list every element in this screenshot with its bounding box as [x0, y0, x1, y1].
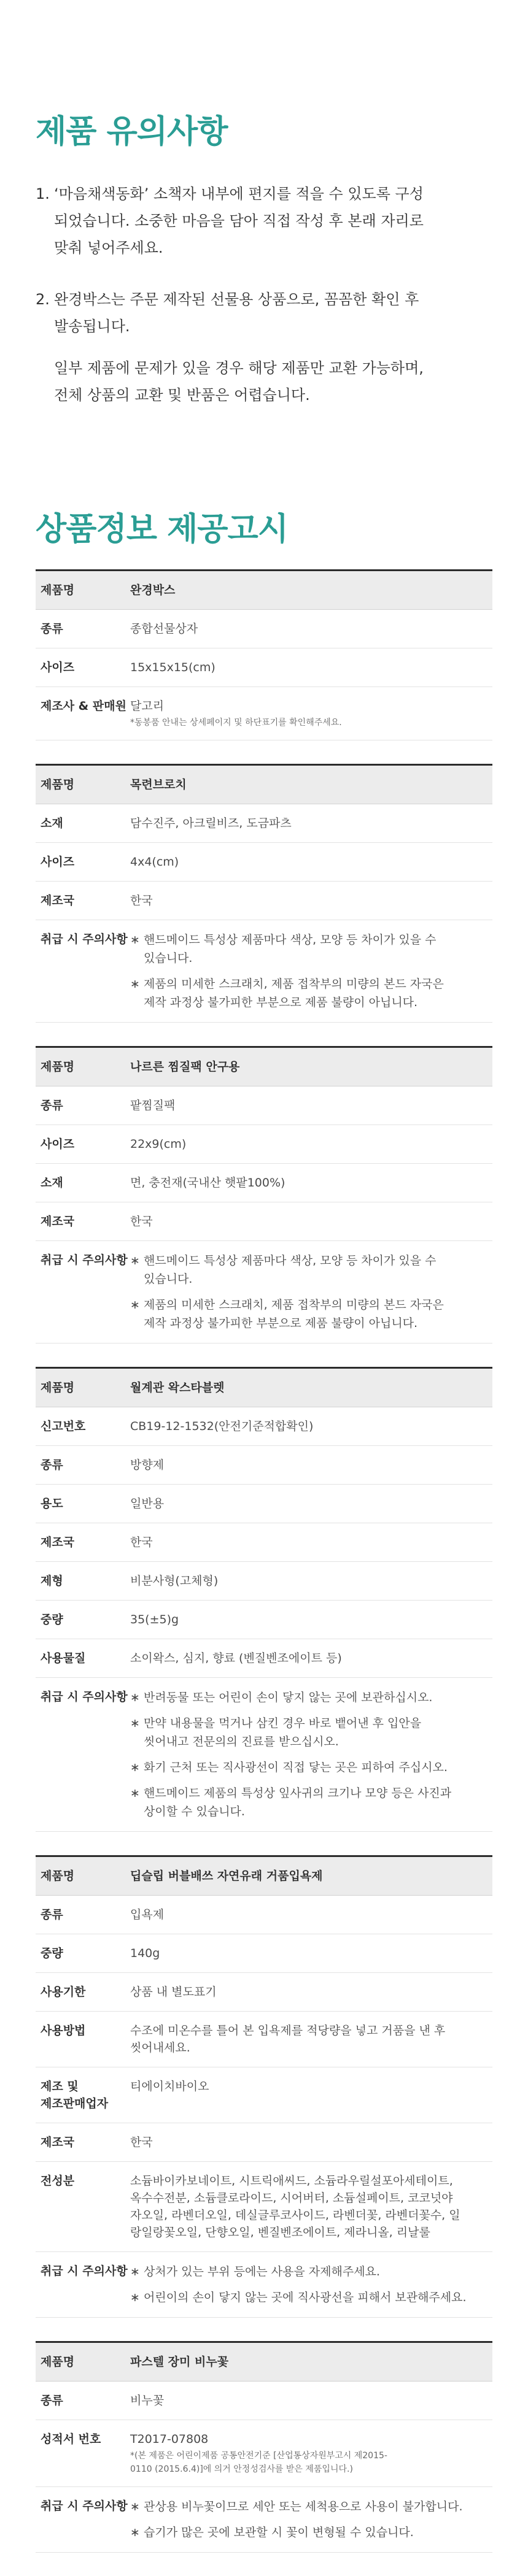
row-label: 소재 — [41, 1176, 63, 1190]
row-value — [130, 843, 492, 882]
caution-line: 상이할 수 있습니다. — [144, 1805, 245, 1818]
bullet-mark: ∗ — [130, 2291, 140, 2304]
value-line: 수조에 미온수를 틀어 본 입욕제를 적당량을 넣고 거품을 낸 후 — [130, 2024, 446, 2037]
row-value — [130, 882, 492, 920]
caution-line: 있습니다. — [144, 1272, 193, 1286]
caution-line: 씻어내고 전문의의 진료를 받으십시오. — [144, 1735, 339, 1748]
product-name-row — [36, 571, 492, 610]
product-table — [36, 1046, 492, 1344]
row-value — [130, 1241, 492, 1344]
caution-line: 습기가 많은 곳에 보관할 시 꽃이 변형될 수 있습니다. — [144, 2526, 414, 2539]
caution-text — [144, 2497, 462, 2516]
row-label: 취급 시 주의사항 — [41, 2499, 128, 2513]
row-value — [130, 1523, 492, 1562]
table-row — [36, 1562, 492, 1601]
caution-item — [130, 931, 489, 967]
table-row — [36, 648, 492, 687]
caution-line: 제작 과정상 불가피한 부분으로 제품 불량이 아닙니다. — [144, 996, 418, 1009]
row-value — [130, 1562, 492, 1601]
table-row — [36, 2487, 492, 2553]
table-row — [36, 2420, 492, 2487]
row-value — [130, 1164, 492, 1202]
table-row — [36, 1639, 492, 1678]
row-value — [130, 2487, 492, 2553]
row-label: 제품명 — [41, 778, 75, 791]
row-label: 제품명 — [41, 1381, 75, 1394]
notice-line: 맞춰 넣어주세요. — [54, 239, 163, 256]
row-value — [130, 765, 492, 804]
row-value — [130, 1368, 492, 1407]
notice-subtext — [54, 355, 502, 409]
caution-item — [130, 1784, 489, 1821]
note-line: 0110 (2015.6.4)]에 의거 안정성검사를 받은 제품입니다.) — [130, 2464, 353, 2474]
caution-line: 있습니다. — [144, 952, 193, 965]
row-label: 제품명 — [41, 2355, 75, 2369]
product-info-tables — [36, 569, 492, 2576]
caution-item — [130, 1758, 489, 1777]
table-row — [36, 1934, 492, 1973]
table-row — [36, 804, 492, 843]
value-note — [130, 2449, 489, 2476]
bullet-mark: ∗ — [130, 1786, 140, 1800]
row-value — [130, 1601, 492, 1639]
row-value — [130, 2342, 492, 2382]
table-row — [36, 2012, 492, 2067]
row-value — [130, 1047, 492, 1086]
value-line: 소듐바이카보네이트, 시트릭애씨드, 소듐라우릴설포아세테이트, — [130, 2174, 453, 2188]
caution-item — [130, 2523, 489, 2542]
product-table — [36, 764, 492, 1023]
product-name-row — [36, 2342, 492, 2382]
value-text: 상품 내 별도표기 — [130, 1985, 217, 1999]
value-text: 22x9(cm) — [130, 1137, 187, 1151]
row-label: 취급 시 주의사항 — [41, 1253, 128, 1267]
row-label: 종류 — [41, 1458, 63, 1472]
notice-text — [54, 180, 424, 261]
bullet-mark: ∗ — [130, 1691, 140, 1704]
row-value — [130, 1973, 492, 2012]
notice-line: 일부 제품에 문제가 있을 경우 해당 제품만 교환 가능하며, — [54, 359, 424, 377]
value-text: 비분사형(고체형) — [130, 1574, 219, 1588]
row-label: 용도 — [41, 1497, 63, 1510]
row-label: 사이즈 — [41, 1137, 75, 1151]
value-text: 목련브로치 — [130, 778, 187, 791]
caution-line: 화기 근처 또는 직사광선이 직접 닿는 곳은 피하여 주십시오. — [144, 1761, 448, 1774]
row-label: 제조국 — [41, 1536, 75, 1549]
value-text: T2017-07808 — [130, 2432, 209, 2446]
caution-item — [130, 975, 489, 1012]
row-value — [130, 1856, 492, 1896]
product-table — [36, 2341, 492, 2553]
value-text: 나르른 찜질팩 안구용 — [130, 1060, 240, 1074]
caution-line: 제작 과정상 불가피한 부분으로 제품 불량이 아닙니다. — [144, 1317, 418, 1330]
value-text: 35(±5)g — [130, 1613, 179, 1626]
value-text: 소이왁스, 심지, 향료 (벤질벤조에이트 등) — [130, 1651, 342, 1665]
row-label: 사용방법 — [41, 2024, 86, 2037]
table-row — [36, 1896, 492, 1934]
note-line: *(본 제품은 어린이제품 공통안전기준 [산업통상자원부고시 제2015- — [130, 2451, 387, 2461]
row-label: 제품명 — [41, 583, 75, 597]
row-label: 제조국 — [41, 2136, 75, 2149]
bullet-mark: ∗ — [130, 1298, 140, 1312]
table-row — [36, 1485, 492, 1523]
value-text: 한국 — [130, 1536, 153, 1549]
bullet-mark: ∗ — [130, 1761, 140, 1774]
value-line: 옥수수전분, 소듐클로라이드, 시어버터, 소듐설페이트, 코코넛야 — [130, 2191, 453, 2205]
value-line: 랑일랑꽃오일, 단향오일, 벤질벤조에이트, 제라니올, 리날룰 — [130, 2226, 430, 2239]
value-text: 비누꽃 — [130, 2394, 165, 2407]
bullet-mark: ∗ — [130, 2526, 140, 2539]
product-name-row — [36, 1368, 492, 1407]
notice-item-block — [36, 286, 502, 409]
value-text: 티에이치바이오 — [130, 2080, 209, 2093]
caution-item — [130, 1251, 489, 1288]
caution-line: 제품의 미세한 스크래치, 제품 접착부의 미량의 본드 자국은 — [144, 977, 444, 991]
row-value — [130, 920, 492, 1023]
row-label: 중량 — [41, 1613, 63, 1626]
row-label: 사용기한 — [41, 1985, 86, 1999]
notice-item-block — [36, 180, 502, 261]
caution-line: 어린이의 손이 닿지 않는 곳에 직사광선을 피해서 보관해주세요. — [144, 2291, 467, 2304]
notice-line: 완경박스는 주문 제작된 선물용 상품으로, 꼼꼼한 확인 후 — [54, 291, 419, 308]
row-label: 사이즈 — [41, 661, 75, 674]
product-table — [36, 1855, 492, 2318]
row-value — [130, 1896, 492, 1934]
row-label: 전성분 — [41, 2174, 75, 2188]
row-value — [130, 1934, 492, 1973]
value-text: 담수진주, 아크릴비즈, 도금파츠 — [130, 817, 292, 830]
value-text: 딥슬립 버블배쓰 자연유래 거품입욕제 — [130, 1869, 323, 1883]
caution-text — [144, 975, 444, 1012]
table-row — [36, 1086, 492, 1125]
caution-line: 반려동물 또는 어린이 손이 닿지 않는 곳에 보관하십시오. — [144, 1691, 433, 1704]
row-label: 중량 — [41, 1947, 63, 1960]
row-label: 제조국 — [41, 894, 75, 907]
table-row — [36, 1125, 492, 1164]
product-name-row — [36, 765, 492, 804]
value-line: 자오일, 라벤더오일, 데실글루코사이드, 라벤더꽃, 라벤더꽃수, 일 — [130, 2209, 460, 2222]
caution-item — [130, 1296, 489, 1332]
table-row — [36, 920, 492, 1023]
caution-text — [144, 1688, 432, 1707]
notice-line: 발송됩니다. — [54, 318, 130, 335]
caution-item — [130, 2263, 489, 2281]
caution-text — [144, 1784, 451, 1821]
notice-item — [36, 286, 502, 340]
value-text: 한국 — [130, 2136, 153, 2149]
row-label: 취급 시 주의사항 — [41, 932, 128, 946]
row-value — [130, 804, 492, 843]
value-text: 완경박스 — [130, 583, 176, 597]
bullet-mark: ∗ — [130, 977, 140, 991]
notice-text — [54, 286, 419, 340]
value-text: 팥찜질팩 — [130, 1099, 176, 1112]
row-value — [130, 1446, 492, 1485]
row-label: 종류 — [41, 2394, 63, 2407]
bullet-mark: ∗ — [130, 1717, 140, 1730]
caution-item — [130, 1714, 489, 1751]
row-value — [130, 2123, 492, 2162]
value-text: 한국 — [130, 1215, 153, 1228]
notice-line: ‘마음채색동화’ 소책자 내부에 편지를 적을 수 있도록 구성 — [54, 185, 424, 202]
row-value — [130, 2162, 492, 2252]
notice-title: 제품 유의사항 — [36, 113, 228, 150]
table-row — [36, 2162, 492, 2252]
table-row — [36, 1241, 492, 1344]
row-value — [130, 1086, 492, 1125]
table-row — [36, 2067, 492, 2123]
table-row — [36, 1678, 492, 1832]
table-row — [36, 2382, 492, 2420]
row-value — [130, 1678, 492, 1832]
table-row — [36, 1601, 492, 1639]
row-label-line: 제조 및 — [41, 2080, 79, 2093]
table-row — [36, 1973, 492, 2012]
caution-line: 핸드메이드 특성상 제품마다 색상, 모양 등 차이가 있을 수 — [144, 1254, 437, 1267]
table-row — [36, 2252, 492, 2318]
row-value — [130, 1202, 492, 1241]
product-info-title: 상품정보 제공고시 — [36, 511, 288, 548]
notice-number: 2. — [36, 291, 50, 308]
row-label-line: 제조판매업자 — [41, 2097, 109, 2110]
value-line: 씻어내세요. — [130, 2041, 190, 2055]
value-text: 일반용 — [130, 1497, 165, 1510]
value-note: *동봉품 안내는 상세페이지 및 하단표기를 확인해주세요. — [130, 718, 342, 728]
value-text: 파스텔 장미 비누꽃 — [130, 2355, 229, 2369]
table-row — [36, 610, 492, 648]
caution-line: 제품의 미세한 스크래치, 제품 접착부의 미량의 본드 자국은 — [144, 1298, 444, 1312]
notice-list — [36, 180, 502, 409]
row-value — [130, 2252, 492, 2318]
product-name-row — [36, 1856, 492, 1896]
row-label: 종류 — [41, 622, 63, 636]
notice-item — [36, 180, 502, 261]
notice-line: 되었습니다. 소중한 마음을 담아 직접 작성 후 본래 자리로 — [54, 212, 424, 229]
row-label — [36, 2067, 130, 2123]
table-row — [36, 1523, 492, 1562]
caution-text — [144, 2523, 414, 2542]
row-value — [130, 2420, 492, 2487]
caution-line: 관상용 비누꽃이므로 세안 또는 세척용으로 사용이 불가합니다. — [144, 2500, 463, 2513]
product-table — [36, 569, 492, 740]
row-label: 취급 시 주의사항 — [41, 1690, 128, 1704]
caution-line: 핸드메이드 특성상 제품마다 색상, 모양 등 차이가 있을 수 — [144, 933, 437, 947]
value-text: 달고리 — [130, 699, 165, 713]
caution-text — [144, 2263, 380, 2281]
row-label: 소재 — [41, 817, 63, 830]
row-label: 신고번호 — [41, 1420, 86, 1433]
row-value — [130, 2067, 492, 2123]
row-value — [130, 687, 492, 740]
value-text: 면, 충전재(국내산 햇팥100%) — [130, 1176, 285, 1190]
product-name-row — [36, 1047, 492, 1086]
value-text: 4x4(cm) — [130, 855, 179, 869]
table-row — [36, 1407, 492, 1446]
value-text: 종합선물상자 — [130, 622, 198, 636]
row-label: 제품명 — [41, 1869, 75, 1883]
caution-text — [144, 1251, 437, 1288]
value-text: 140g — [130, 1947, 160, 1960]
row-label: 제품명 — [41, 1060, 75, 1074]
table-row — [36, 1202, 492, 1241]
row-label: 제형 — [41, 1574, 63, 1588]
bullet-mark: ∗ — [130, 1254, 140, 1267]
caution-line: 상처가 있는 부위 등에는 사용을 자제해주세요. — [144, 2265, 380, 2278]
bullet-mark: ∗ — [130, 933, 140, 947]
table-row — [36, 843, 492, 882]
caution-item — [130, 2497, 489, 2516]
caution-text — [144, 1296, 444, 1332]
table-row — [36, 1446, 492, 1485]
row-value — [130, 2012, 492, 2067]
row-value — [130, 1485, 492, 1523]
caution-line: 핸드메이드 제품의 특성상 잎사귀의 크기나 모양 등은 사진과 — [144, 1786, 452, 1800]
caution-text — [144, 2288, 467, 2307]
row-label: 취급 시 주의사항 — [41, 2264, 128, 2278]
row-label: 사이즈 — [41, 855, 75, 869]
table-row — [36, 1164, 492, 1202]
row-label: 제조사 & 판매원 — [41, 699, 126, 713]
row-label: 사용물질 — [41, 1651, 86, 1665]
row-value — [130, 571, 492, 610]
row-value — [130, 610, 492, 648]
table-row — [36, 2123, 492, 2162]
row-value — [130, 648, 492, 687]
bullet-mark: ∗ — [130, 2500, 140, 2513]
value-text: 월계관 왁스타블렛 — [130, 1381, 225, 1394]
row-label: 제조국 — [41, 1215, 75, 1228]
row-value — [130, 1125, 492, 1164]
row-label: 성적서 번호 — [41, 2432, 101, 2446]
row-label: 종류 — [41, 1099, 63, 1112]
row-value — [130, 2382, 492, 2420]
caution-line: 만약 내용물을 먹거나 삼킨 경우 바로 뱉어낸 후 입안을 — [144, 1717, 422, 1730]
caution-item — [130, 2288, 489, 2307]
caution-text — [144, 1758, 448, 1777]
value-text: 입욕제 — [130, 1908, 165, 1921]
caution-item — [130, 1688, 489, 1707]
value-text: 15x15x15(cm) — [130, 661, 215, 674]
table-row — [36, 687, 492, 740]
caution-text — [144, 931, 437, 967]
row-value — [130, 1639, 492, 1678]
caution-text — [144, 1714, 421, 1751]
bullet-mark: ∗ — [130, 2265, 140, 2278]
notice-number: 1. — [36, 185, 50, 202]
row-label: 종류 — [41, 1908, 63, 1921]
product-table — [36, 1367, 492, 1832]
value-text: 방향제 — [130, 1458, 165, 1472]
row-value — [130, 1407, 492, 1446]
value-text: 한국 — [130, 894, 153, 907]
table-row — [36, 882, 492, 920]
value-text: CB19-12-1532(안전기준적합확인) — [130, 1420, 314, 1433]
notice-line: 전체 상품의 교환 및 반품은 어렵습니다. — [54, 386, 310, 404]
